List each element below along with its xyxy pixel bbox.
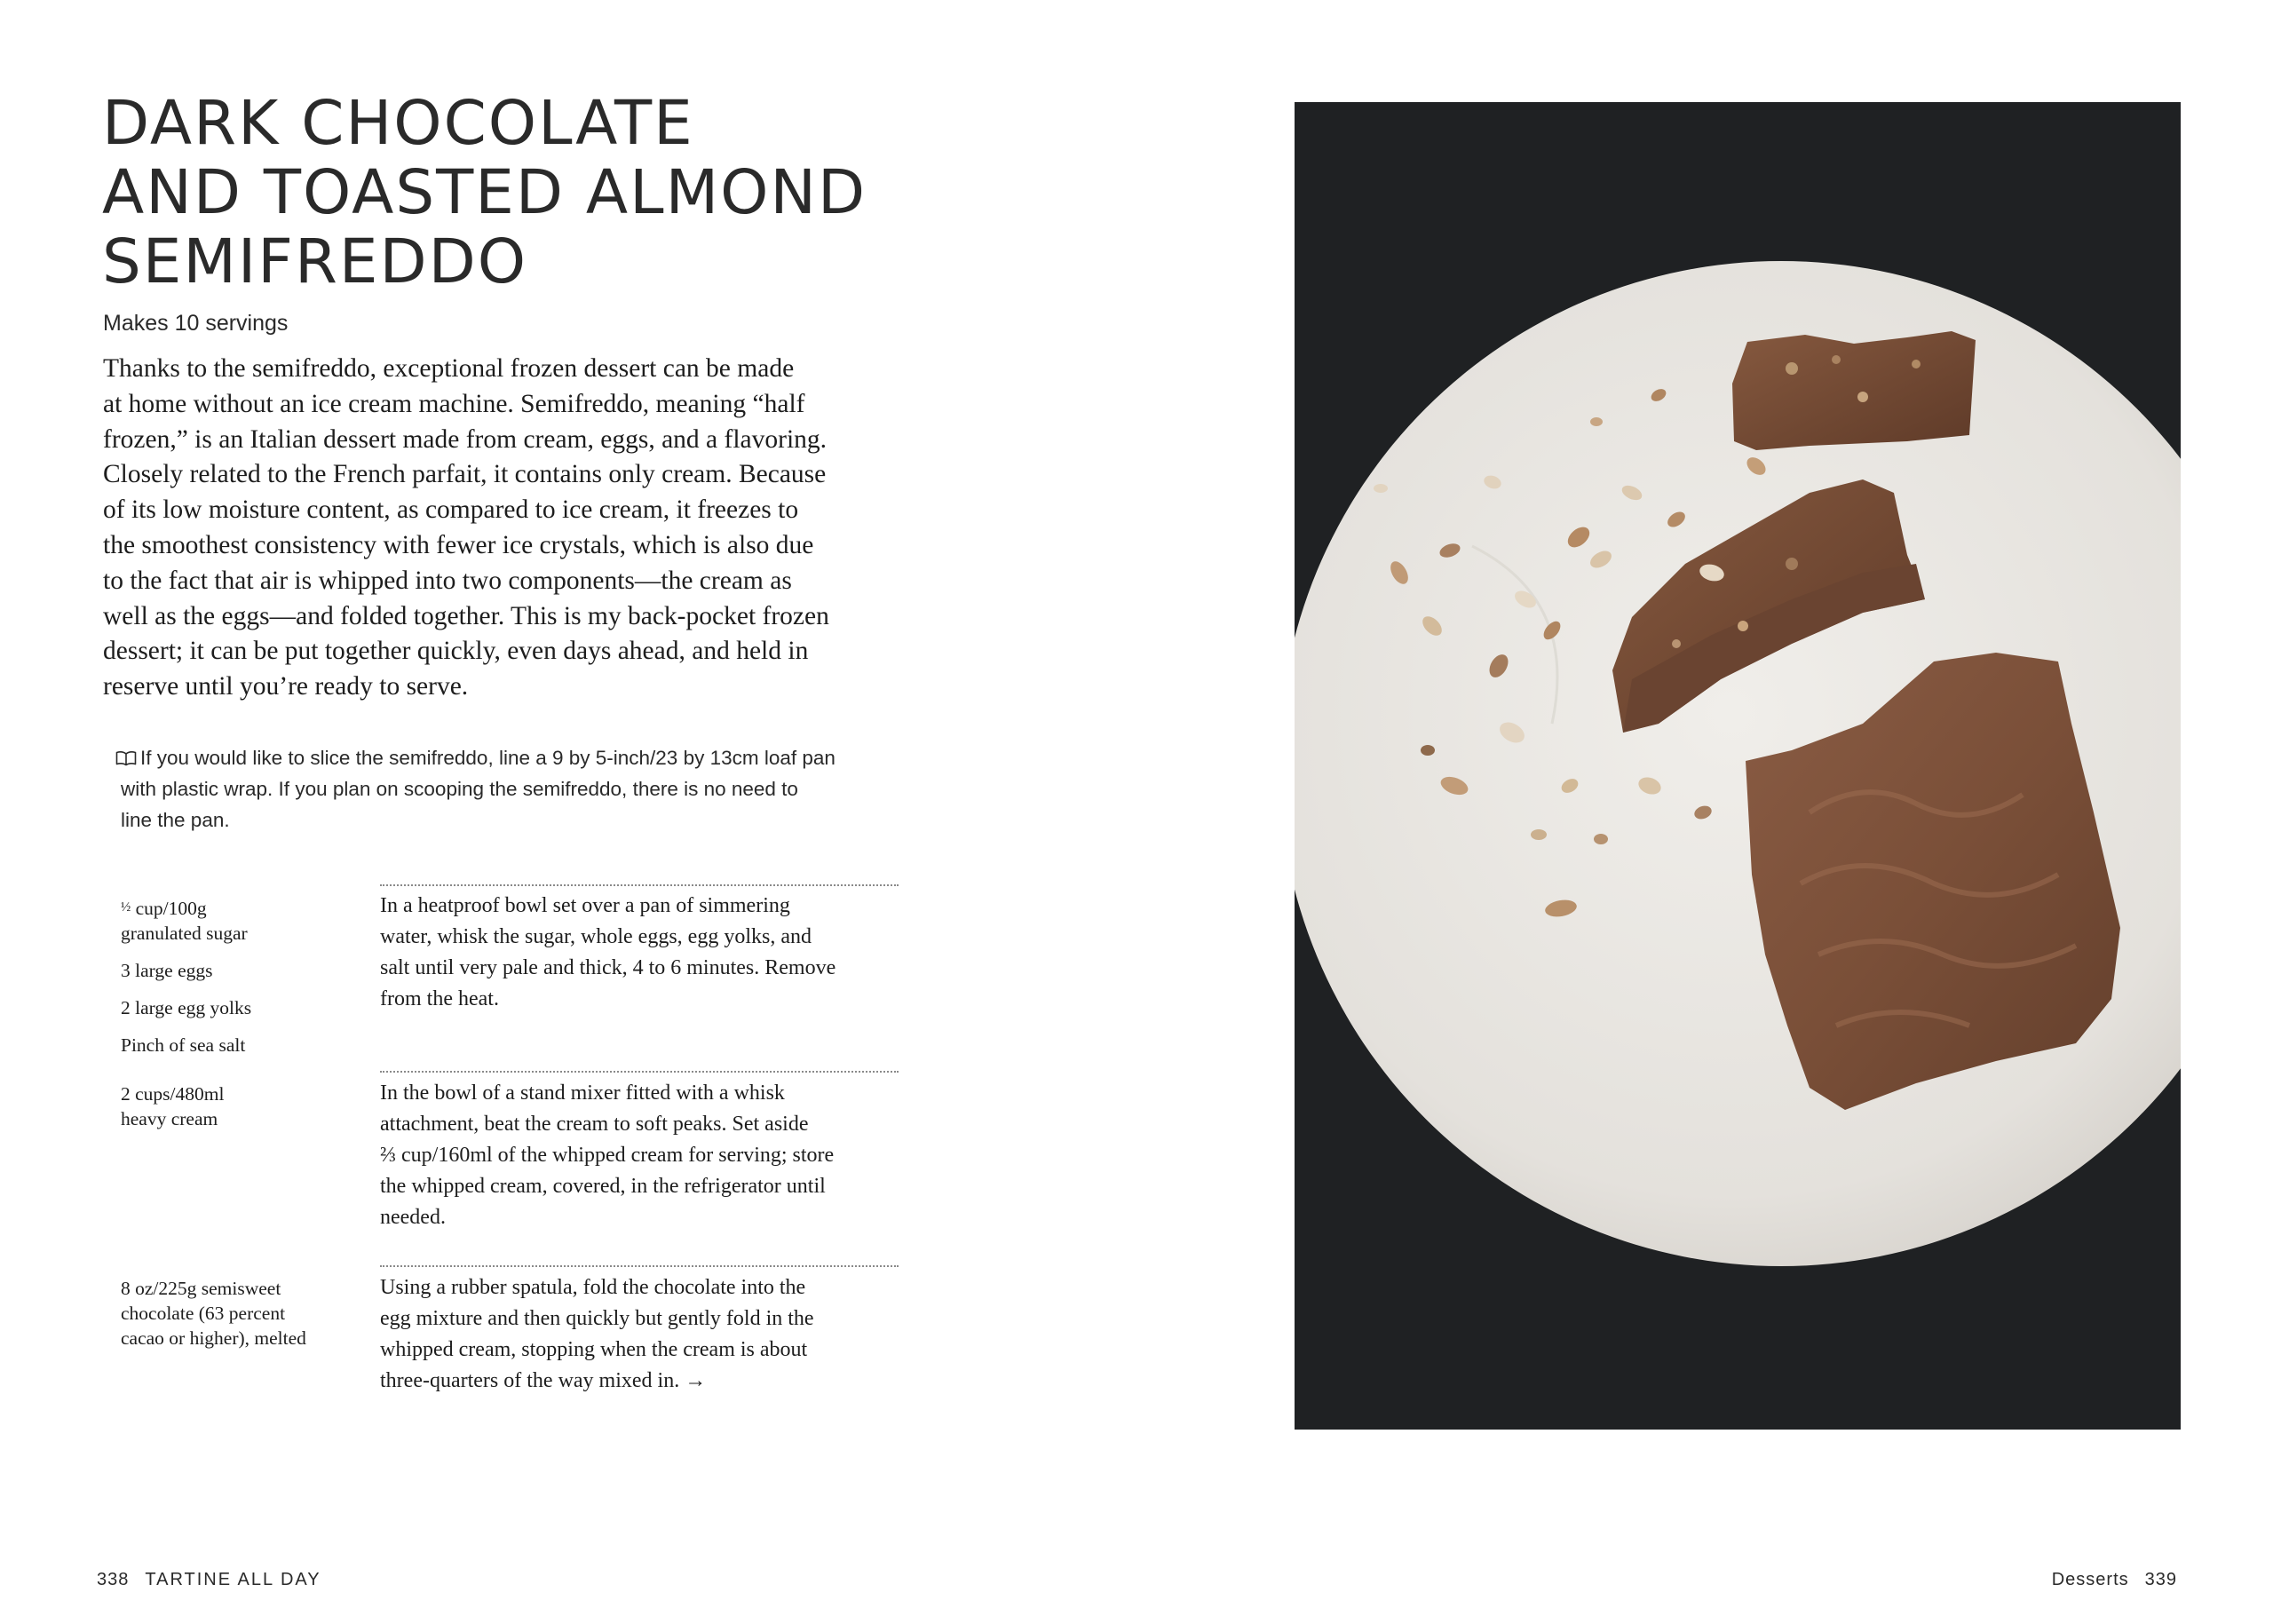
ingredient-list [121, 1276, 369, 1363]
ingredient-text: 2 cups/480ml [121, 1083, 225, 1105]
title-line: SEMIFREDDO [102, 226, 528, 297]
ingredient-list [121, 895, 369, 1070]
ingredient-eggs [121, 958, 369, 983]
right-page-footer [2052, 1570, 2177, 1590]
title-line: DARK CHOCOLATE [102, 88, 694, 159]
method-line: needed. [380, 1206, 446, 1229]
intro-line: of its low moisture content, as compared to ice cream, it freezes to [103, 495, 799, 525]
dotted-divider [380, 1265, 899, 1267]
intro-paragraph [103, 352, 898, 705]
method-line: egg mixture and then quickly but gently fold in the [380, 1307, 814, 1330]
photo-illustration [1295, 102, 2181, 1430]
ingredient-text: cacao or higher), melted [121, 1327, 306, 1349]
ingredient-text: Pinch of sea salt [121, 1034, 246, 1056]
method-line: water, whisk the sugar, whole eggs, egg yolks, and [380, 925, 812, 948]
intro-line: Closely related to the French parfait, it contains only cream. Because [103, 460, 827, 489]
intro-line: to the fact that air is whipped into two components—the cream as [103, 566, 792, 595]
dotted-divider [380, 884, 899, 886]
semifreddo-slice-top [1732, 331, 1976, 450]
method-line: ⅔ cup/160ml of the whipped cream for serving; store [380, 1144, 835, 1167]
method-line: In the bowl of a stand mixer fitted with a whisk [380, 1081, 785, 1105]
method-line: the whipped cream, covered, in the refrigerator until [380, 1175, 826, 1198]
intro-line: Thanks to the semifreddo, exceptional frozen dessert can be made [103, 354, 795, 383]
method-line: whipped cream, stopping when the cream is about [380, 1338, 808, 1361]
note-line-first [115, 742, 915, 773]
note-text: If you would like to slice the semifreddo, line a 9 by 5-inch/23 by 13cm loaf pan [140, 747, 836, 769]
left-page-footer [97, 1570, 321, 1590]
servings-text: Makes 10 servings [103, 311, 289, 336]
ingredient-egg-yolks [121, 995, 369, 1020]
title-line: AND TOASTED ALMOND [102, 157, 867, 228]
method-line: three-quarters of the way mixed in. → [380, 1369, 707, 1392]
left-page [0, 0, 1136, 1624]
recipe-title [102, 89, 901, 297]
method-line: from the heat. [380, 987, 499, 1010]
note-line: line the pan. [121, 809, 230, 831]
loaf-pan-note [115, 742, 915, 836]
page-number: 338 [97, 1570, 130, 1589]
ingredient-text: chocolate (63 percent [121, 1303, 286, 1324]
ingredient-salt [121, 1033, 369, 1058]
method-text [380, 1272, 913, 1397]
ingredient-chocolate [121, 1276, 369, 1351]
intro-line: reserve until you’re ready to serve. [103, 672, 469, 701]
method-line: salt until very pale and thick, 4 to 6 minutes. Remove [380, 956, 836, 979]
method-text [380, 891, 913, 1015]
intro-line: dessert; it can be put together quickly, even days ahead, and held in [103, 637, 809, 666]
ingredient-text: 2 large egg yolks [121, 997, 252, 1018]
ingredient-cream [121, 1081, 369, 1131]
fraction-half: ½ [121, 900, 131, 915]
semifreddo-photo [1295, 102, 2181, 1430]
ingredient-text: cup/100g [135, 898, 207, 919]
note-line: with plastic wrap. If you plan on scooping the semifreddo, there is no need to [121, 778, 798, 800]
dotted-divider [380, 1071, 899, 1073]
open-book-icon [115, 750, 137, 766]
method-line: Using a rubber spatula, fold the chocolate into the [380, 1276, 806, 1299]
method-text [380, 1078, 913, 1233]
ingredient-text: granulated sugar [121, 923, 248, 944]
intro-line: well as the eggs—and folded together. This is my back-pocket frozen [103, 601, 829, 630]
intro-line: frozen,” is an Italian dessert made from cream, eggs, and a flavoring. [103, 424, 828, 454]
book-title: TARTINE ALL DAY [145, 1570, 321, 1589]
ingredient-text: 3 large eggs [121, 960, 213, 981]
method-line: attachment, beat the cream to soft peaks. Set aside [380, 1113, 809, 1136]
method-line: In a heatproof bowl set over a pan of simmering [380, 894, 790, 917]
intro-line: at home without an ice cream machine. Semifreddo, meaning “half [103, 389, 805, 418]
ingredient-list [121, 1081, 369, 1144]
ingredient-sugar [121, 895, 369, 946]
ingredient-text: heavy cream [121, 1108, 218, 1129]
page-number: 339 [2144, 1570, 2177, 1589]
intro-line: the smoothest consistency with fewer ice crystals, which is also due [103, 530, 814, 559]
chapter-name: Desserts [2051, 1570, 2129, 1589]
ingredient-text: 8 oz/225g semisweet [121, 1278, 281, 1299]
